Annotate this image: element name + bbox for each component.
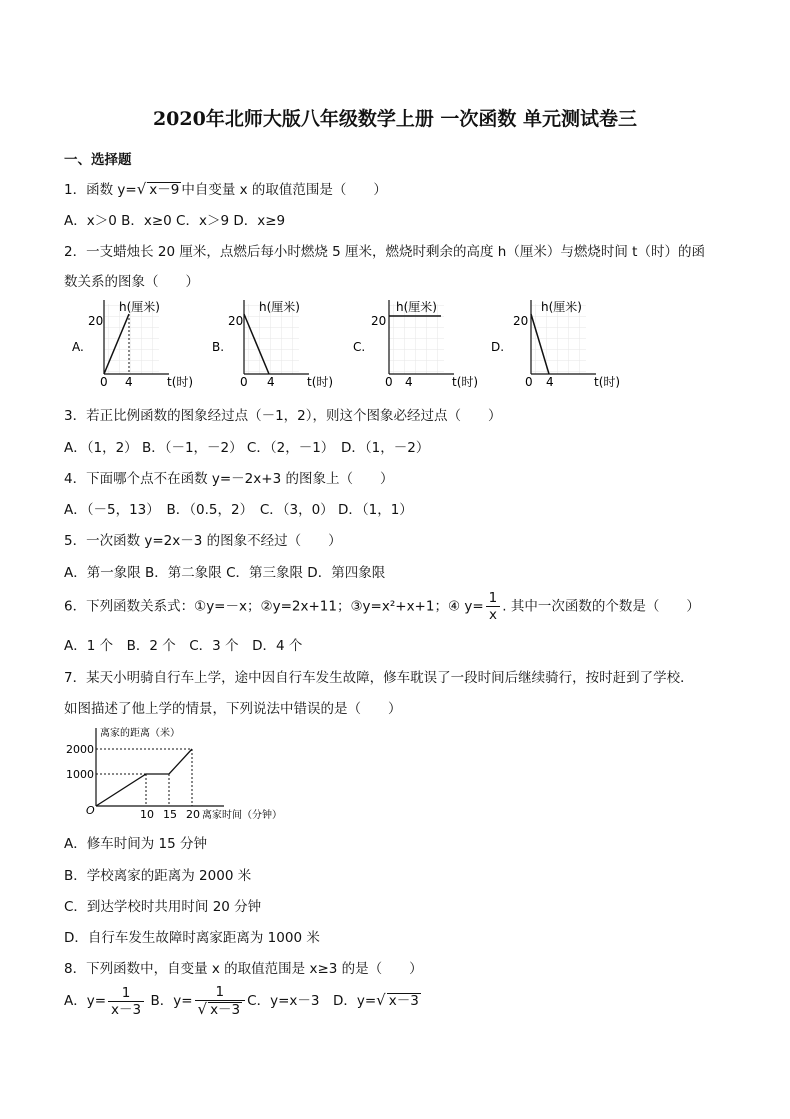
origin-label: 0 [240, 375, 248, 389]
x-tick: 4 [267, 375, 275, 389]
origin-label: O [86, 804, 95, 817]
graph-b [212, 299, 333, 389]
q2-graphs [64, 294, 624, 394]
y-tick: 20 [228, 314, 244, 328]
q4-options: A．（－5，13） B．（0.5，2） C．（3，0） D．（1，1） [64, 502, 413, 518]
q8-c-d-text: C．y=x－3 D．y= [247, 993, 377, 1009]
q6-prefix: 6．下列函数关系式：①y=－x；②y=2x+11；③y=x²+x+1；④ y= [64, 598, 484, 615]
x-label: 离家时间（分钟） [202, 810, 282, 821]
x-tick-15: 15 [163, 808, 177, 821]
x-label: t(时) [167, 375, 194, 389]
x-tick: 4 [405, 375, 413, 389]
q8-options [64, 984, 421, 1018]
distance-line [96, 749, 192, 806]
y-tick-2000: 2000 [66, 743, 94, 756]
origin-label: 0 [100, 375, 108, 389]
q7-stem-line2: 如图描述了他上学的情景，下列说法中错误的是（ ） [64, 701, 402, 717]
q1-options: A．x＞0 B．x≥0 C．x＞9 D．x≥9 [64, 213, 286, 229]
q4-stem: 4．下面哪个点不在函数 y=－2x+3 的图象上（ ） [64, 471, 394, 487]
y-label: 离家的距离（米） [100, 728, 180, 739]
y-tick-1000: 1000 [66, 768, 94, 781]
q6-fraction: $\frac{1}{x}$ [486, 590, 501, 623]
y-tick: 20 [513, 314, 529, 328]
y-label: h(厘米) [396, 300, 437, 314]
question-1 [64, 178, 387, 198]
q7-option-c: C．到达学校时共用时间 20 分钟 [64, 899, 262, 915]
q6-suffix: . 其中一次函数的个数是（ ） [502, 598, 700, 615]
x-label: t(时) [452, 375, 479, 389]
graph-c [353, 299, 478, 389]
x-tick: 4 [125, 375, 133, 389]
question-6 [64, 590, 700, 623]
graph-d [491, 299, 620, 389]
y-tick: 20 [371, 314, 387, 328]
graph-letter: A. [72, 340, 84, 354]
q7-option-d: D．自行车发生故障时离家距离为 1000 米 [64, 930, 320, 946]
y-label: h(厘米) [259, 300, 300, 314]
q2-stem-line2: 数关系的图象（ ） [64, 274, 199, 290]
q8-b-label: B．y= [150, 993, 193, 1009]
y-label: h(厘米) [541, 300, 582, 314]
x-tick: 4 [546, 375, 554, 389]
q8-d-radicand: x－3 [388, 993, 419, 1009]
q1-radicand: x－9 [149, 182, 180, 198]
x-tick-10: 10 [140, 808, 154, 821]
q3-options: A．（1，2） B．（－1，－2） C．（2，－1） D．（1，－2） [64, 440, 430, 456]
q8-b-fraction: $\frac{1}{√ x-3}$ [195, 984, 246, 1018]
q3-stem: 3．若正比例函数的图象经过点（－1，2），则这个图象必经过点（ ） [64, 408, 502, 424]
q7-option-a: A．修车时间为 15 分钟 [64, 836, 207, 852]
sqrt-icon: √ [376, 991, 386, 1009]
q8-stem: 8．下列函数中，自变量 x 的取值范围是 x≥3 的是（ ） [64, 961, 423, 977]
q7-graph [64, 724, 324, 824]
q6-options: A．1 个 B．2 个 C．3 个 D．4 个 [64, 638, 303, 654]
origin-label: 0 [525, 375, 533, 389]
graph-letter: D. [491, 340, 505, 354]
q1-suffix: 中自变量 x 的取值范围是（ ） [181, 182, 387, 198]
q8-a-label: A．y= [64, 993, 107, 1009]
q5-stem: 5．一次函数 y=2x－3 的图象不经过（ ） [64, 533, 342, 549]
y-label: h(厘米) [119, 300, 160, 314]
q2-stem-line1: 2．一支蜡烛长 20 厘米，点燃后每小时燃烧 5 厘米，燃烧时剩余的高度 h（厘米）与燃烧时间 t（时）的函 [64, 244, 705, 260]
sqrt-icon: √ [197, 1000, 208, 1018]
q7-stem-line1: 7．某天小明骑自行车上学，途中因自行车发生故障，修车耽误了一段时间后继续骑行，按时赶到了学校． [64, 670, 694, 686]
y-tick: 20 [88, 314, 104, 328]
q7-option-b: B．学校离家的距离为 2000 米 [64, 868, 252, 884]
graph-letter: B. [212, 340, 225, 354]
x-tick-20: 20 [186, 808, 200, 821]
q5-options: A．第一象限 B．第二象限 C．第三象限 D．第四象限 [64, 565, 386, 581]
x-label: t(时) [307, 375, 334, 389]
page-title: 2020年北师大版八年级数学上册 一次函数 单元测试卷三 [152, 108, 638, 130]
graph-a [72, 299, 193, 389]
origin-label: 0 [385, 375, 393, 389]
section-heading: 一、选择题 [64, 152, 132, 168]
sqrt-icon: √ [136, 180, 147, 198]
q8-a-fraction: $\frac{1}{x-3}$ [108, 985, 144, 1018]
q1-prefix: 1．函数 y= [64, 182, 137, 198]
graph-letter: C. [353, 340, 366, 354]
x-label: t(时) [594, 375, 621, 389]
